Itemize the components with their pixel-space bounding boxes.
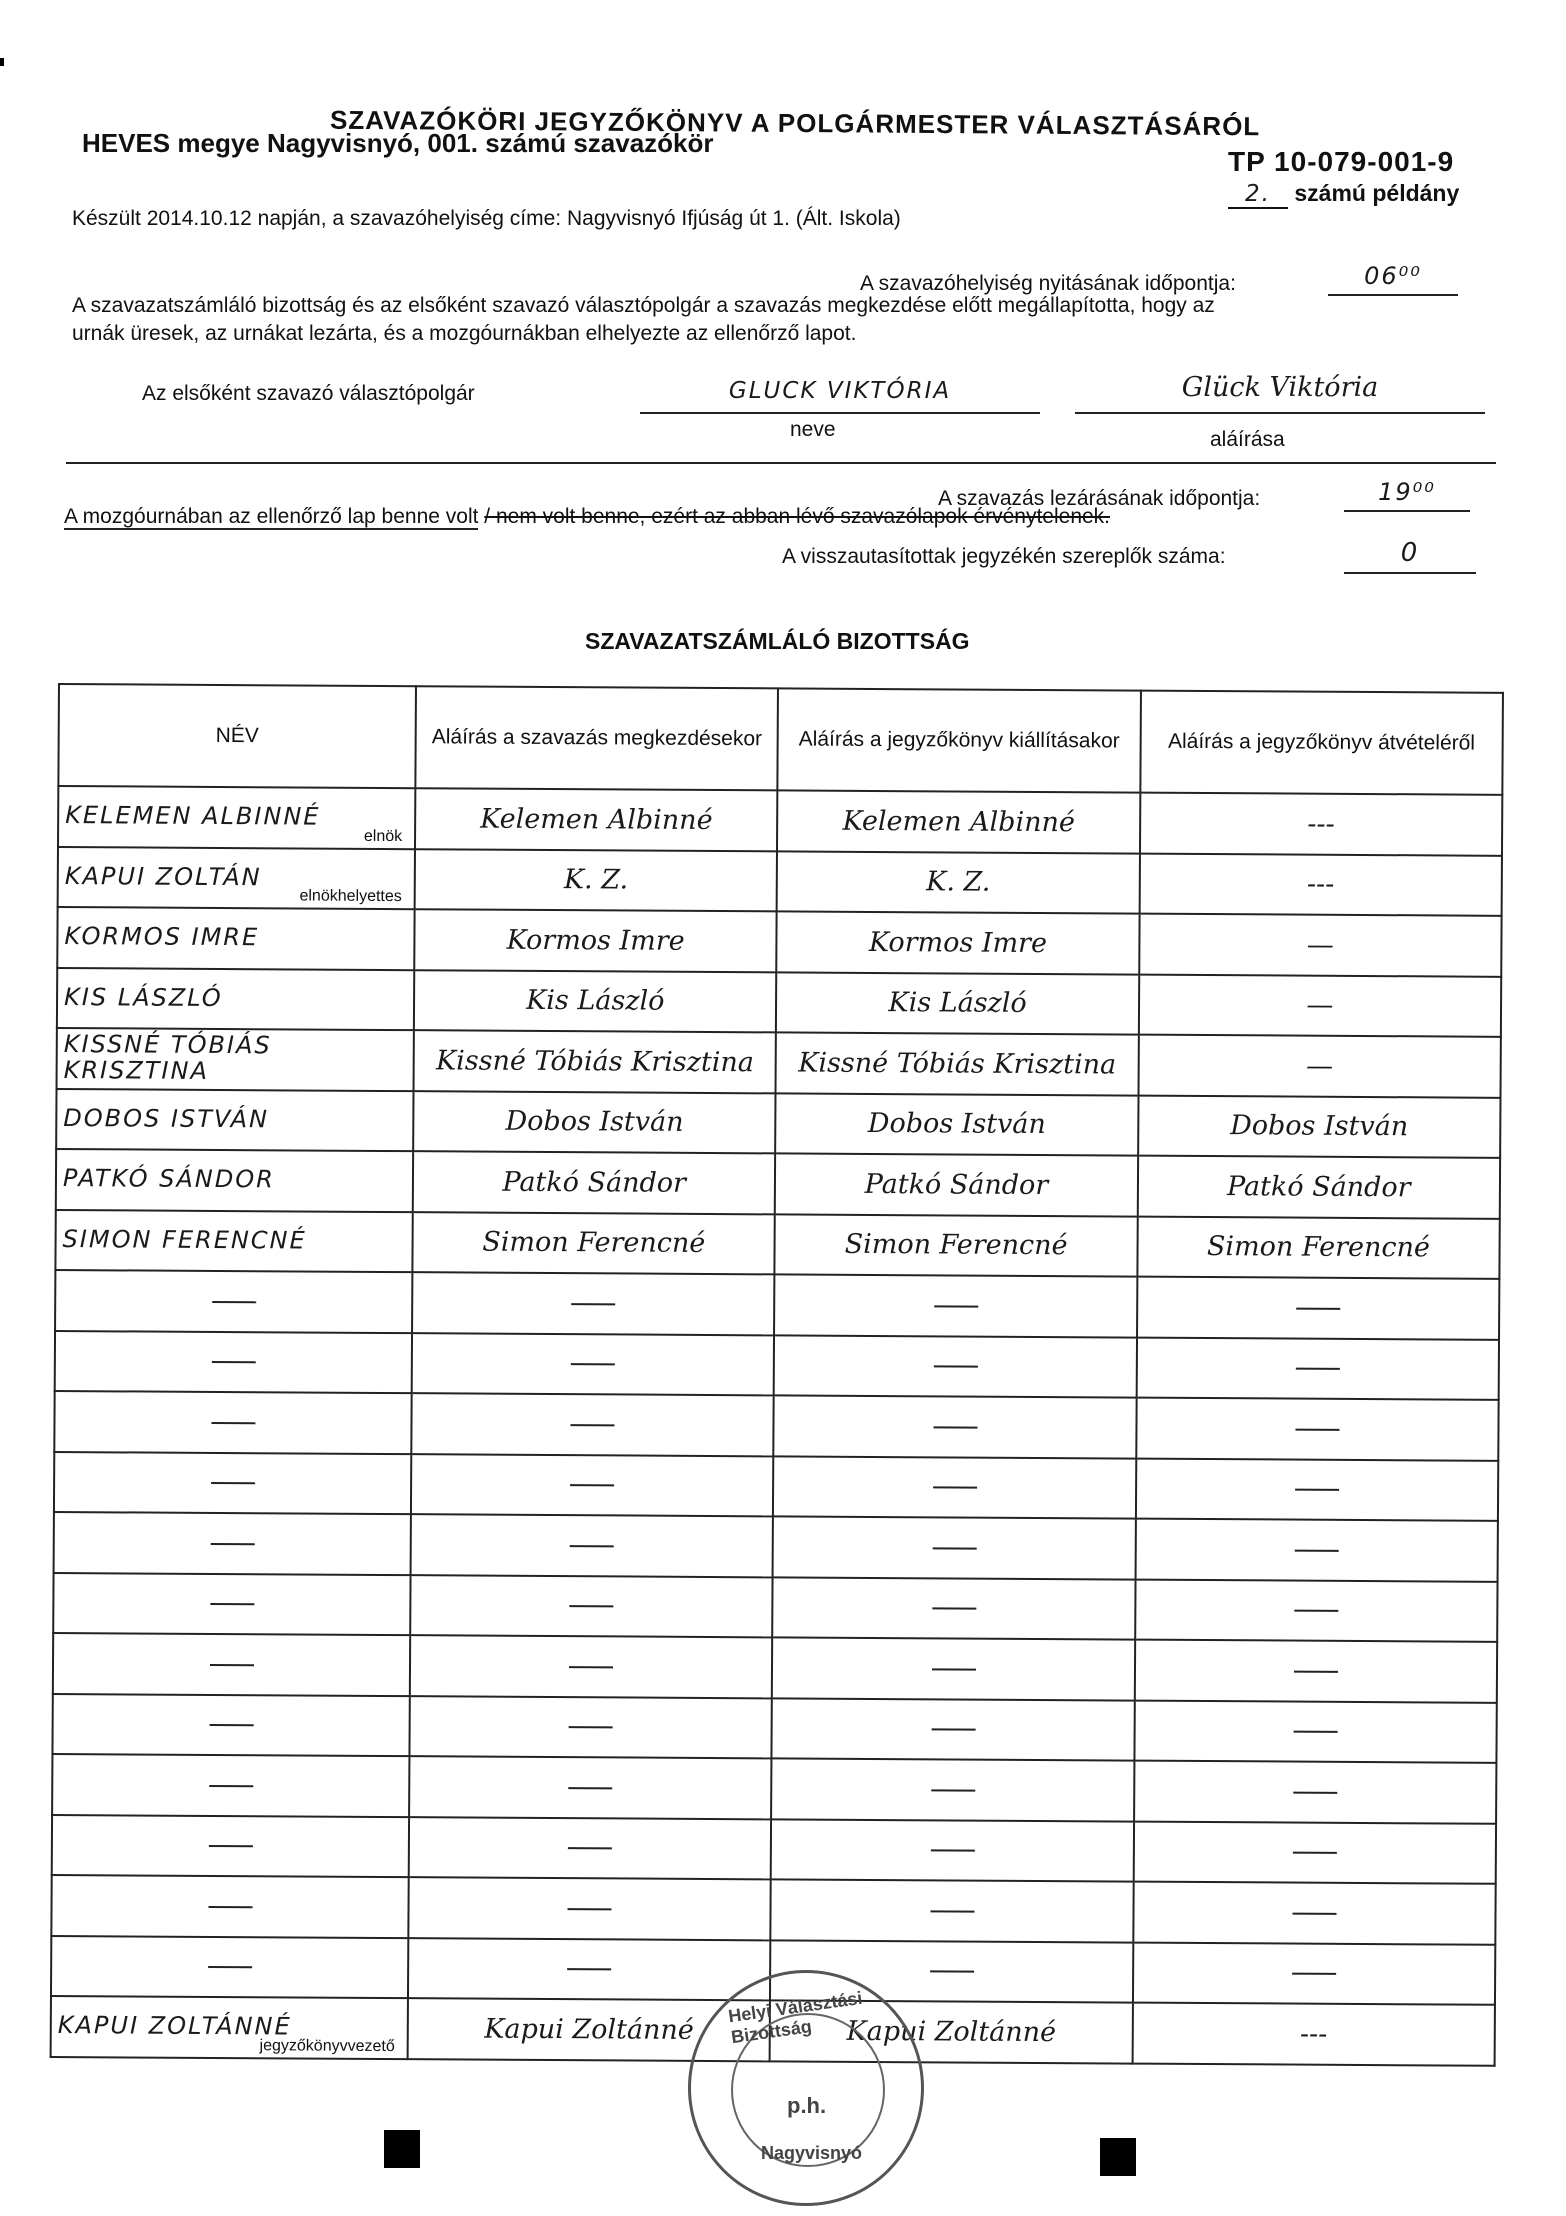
member-name-cell: [51, 1996, 408, 2059]
copy-label: számú példány: [1294, 180, 1460, 206]
empty-row: [51, 1875, 1495, 1944]
empty-cell: [1133, 1821, 1496, 1884]
dash-mark: [934, 1305, 978, 1307]
signature-cell-1: [413, 1212, 776, 1275]
empty-row: [53, 1572, 1497, 1641]
empty-cell: [1135, 1579, 1498, 1642]
empty-cell: [51, 1935, 408, 1998]
dash-mark: [933, 1426, 977, 1428]
empty-cell: [408, 1877, 771, 1940]
dash-mark: [930, 1971, 974, 1973]
signature-cell-3: [1137, 1216, 1500, 1279]
empty-cell: [1136, 1337, 1499, 1400]
copy-number: 2.: [1228, 181, 1288, 209]
signature: Simon Ferencné: [1206, 1231, 1430, 1264]
signature-cell-3: [1139, 974, 1502, 1037]
registration-mark-left: [384, 2130, 420, 2168]
dash-mark: [931, 1789, 975, 1791]
signature-cell-3: [1132, 2003, 1495, 2066]
district-subtitle: HEVES megye Nagyvisnyó, 001. számú szavazókör: [82, 128, 714, 158]
member-role: jegyzőkönyvvezető: [259, 2036, 395, 2055]
empty-cell: [411, 1454, 774, 1517]
empty-cell: [55, 1270, 412, 1333]
member-name-cell: [57, 907, 414, 970]
dash-mark: [1292, 1973, 1336, 1975]
dash-mark: [933, 1487, 977, 1489]
member-name: SIMON FERENCNÉ: [62, 1224, 307, 1255]
signature-cell-3: [1138, 1095, 1501, 1158]
empty-cell: [774, 1274, 1137, 1337]
empty-cell: [410, 1696, 773, 1759]
empty-cell: [771, 1879, 1134, 1942]
member-name: KELEMEN ALBINNÉ: [65, 801, 321, 831]
signature-cell-2: [777, 911, 1140, 974]
member-name-cell: [57, 968, 414, 1031]
document-title: SZAVAZÓKÖRI JEGYZŐKÖNYV A POLGÁRMESTER VÁLASZTÁSÁRÓL: [329, 104, 1261, 142]
empty-cell: [1136, 1458, 1499, 1521]
dash-mark: [210, 1603, 254, 1605]
dash-mark: [1295, 1428, 1339, 1430]
empty-row: [53, 1633, 1497, 1702]
dash-mark: [932, 1547, 976, 1549]
mobile-urn-struck: / nem volt benne, ezért az abban lévő szavazólapok érvénytelenek.: [484, 505, 1111, 528]
signature: Kelemen Albinné: [842, 805, 1075, 838]
dash-mark: [208, 1845, 252, 1847]
signature-cell-2: [775, 1153, 1138, 1216]
dash-mark: [1295, 1549, 1339, 1551]
signature: Kis László: [888, 987, 1027, 1020]
dash-mark: [211, 1361, 255, 1363]
empty-cell: [54, 1512, 411, 1575]
member-row: [56, 1149, 1500, 1218]
signature: Kissné Tóbiás Krisztina: [435, 1045, 754, 1079]
signature: Kormos Imre: [868, 926, 1048, 959]
dash-mark: [212, 1301, 256, 1303]
member-name-cell: [56, 1088, 413, 1151]
member-name: KAPUI ZOLTÁN: [64, 861, 262, 891]
signature: Simon Ferencné: [844, 1229, 1068, 1262]
col-sig-start-header: Aláírás a szavazás megkezdésekor: [415, 686, 778, 790]
signature: Kissné Tóbiás Krisztina: [798, 1047, 1117, 1081]
empty-cell: [54, 1391, 411, 1454]
dash-mark: [1294, 1670, 1338, 1672]
empty-cell: [1137, 1277, 1500, 1340]
dash-mark: [570, 1484, 614, 1486]
member-name-cell: [57, 1028, 414, 1091]
empty-cell: [771, 1758, 1134, 1821]
empty-cell: [1134, 1640, 1497, 1703]
dash-mark: [208, 1966, 252, 1968]
signature-cell-1: [414, 909, 777, 972]
member-row: [57, 968, 1501, 1037]
col-sig-issue-header: Aláírás a jegyzőkönyv kiállításakor: [778, 688, 1141, 792]
empty-row: [54, 1391, 1498, 1460]
empty-row: [52, 1693, 1496, 1762]
dash-mark: [1296, 1368, 1340, 1370]
signature: Dobos István: [505, 1105, 684, 1139]
signature-cell-2: [777, 790, 1140, 853]
signature: Patkó Sándor: [502, 1166, 687, 1199]
closing-time-label: A szavazás lezárásának időpontja:: [938, 487, 1261, 510]
signature: K. Z.: [563, 864, 629, 896]
empty-row: [54, 1512, 1498, 1581]
signature: —: [1306, 929, 1334, 961]
dash-mark: [1295, 1489, 1339, 1491]
dash-mark: [932, 1608, 976, 1610]
official-stamp: [688, 1970, 924, 2206]
signature: Patkó Sándor: [1226, 1170, 1411, 1204]
member-name: KIS LÁSZLÓ: [63, 982, 223, 1012]
signature-cell-2: [775, 1214, 1138, 1277]
committee-header-row: [58, 684, 1503, 795]
member-role: elnök: [363, 827, 403, 845]
mobile-urn-prefix: A mozgóurnában az ellenőrző lap benne volt: [64, 505, 479, 528]
mobile-urn-line: [64, 505, 1110, 529]
member-row: [55, 1209, 1499, 1278]
first-voter-name-caption: neve: [790, 418, 836, 441]
signature-cell-1: [414, 970, 777, 1033]
stamp-ph: p.h.: [787, 2093, 827, 2118]
member-name: KISSNÉ TÓBIÁS KRISZTINA: [63, 1030, 272, 1086]
empty-cell: [774, 1395, 1137, 1458]
dash-mark: [209, 1724, 253, 1726]
signature-cell-2: [776, 1093, 1139, 1156]
tp-code: TP 10-079-001-9: [1228, 146, 1455, 177]
signature-cell-2: [776, 1032, 1139, 1095]
opening-statement-line2: urnák üresek, az urnákat lezárta, és a mozgóurnákban elhelyezte az ellenőrző lapot.: [72, 322, 857, 345]
col-sig-receipt-header: Aláírás a jegyzőkönyv átvételéről: [1140, 691, 1503, 795]
first-voter-signature-caption: aláírása: [1210, 428, 1285, 451]
member-name-cell: [58, 847, 415, 910]
empty-cell: [773, 1577, 1136, 1640]
signature: Kapui Zoltánné: [484, 2013, 694, 2046]
signature-cell-1: [414, 1030, 777, 1093]
member-row: [58, 786, 1502, 855]
empty-cell: [54, 1451, 411, 1514]
member-row: [57, 1028, 1501, 1097]
signature: Kelemen Albinné: [480, 803, 713, 836]
rejected-value: 0: [1344, 538, 1476, 574]
dash-mark: [568, 1908, 612, 1910]
dash-mark: [1293, 1791, 1337, 1793]
signature-cell-1: [413, 1151, 776, 1214]
empty-row: [52, 1754, 1496, 1823]
member-name: PATKÓ SÁNDOR: [62, 1164, 275, 1194]
dash-mark: [1292, 1912, 1336, 1914]
signature: ---: [1306, 868, 1335, 901]
signature-cell-3: [1137, 1156, 1500, 1219]
empty-cell: [411, 1514, 774, 1577]
empty-cell: [53, 1633, 410, 1696]
made-line: Készült 2014.10.12 napján, a szavazóhelyiség címe: Nagyvisnyó Ifjúság út 1. (Ált. Iskola): [72, 207, 901, 230]
signature: —: [1306, 989, 1334, 1022]
col-name-header: NÉV: [58, 684, 416, 788]
empty-cell: [773, 1516, 1136, 1579]
dash-mark: [1293, 1731, 1337, 1733]
empty-cell: [772, 1698, 1135, 1761]
signature: Simon Ferencné: [482, 1226, 706, 1260]
empty-cell: [1133, 1942, 1496, 2005]
empty-row: [54, 1451, 1498, 1520]
dash-mark: [567, 1968, 611, 1970]
dash-mark: [1296, 1307, 1340, 1309]
member-name: KAPUI ZOLTÁNNÉ: [57, 2011, 292, 2041]
dash-mark: [930, 1850, 974, 1852]
dash-mark: [211, 1422, 255, 1424]
member-name-cell: [58, 786, 415, 849]
empty-cell: [1136, 1398, 1499, 1461]
dash-mark: [568, 1787, 612, 1789]
empty-cell: [52, 1693, 409, 1756]
dash-mark: [931, 1729, 975, 1731]
member-name: DOBOS ISTVÁN: [63, 1103, 270, 1134]
dash-mark: [569, 1726, 613, 1728]
dash-mark: [568, 1847, 612, 1849]
dash-mark: [571, 1424, 615, 1426]
empty-cell: [52, 1754, 409, 1817]
empty-cell: [411, 1393, 774, 1456]
dash-mark: [571, 1303, 615, 1305]
empty-cell: [51, 1875, 408, 1938]
dash-mark: [570, 1545, 614, 1547]
rejected-label: A visszautasítottak jegyzékén szereplők száma:: [782, 545, 1226, 568]
signature: —: [1305, 1050, 1334, 1082]
signature-cell-3: [1138, 1035, 1501, 1098]
first-voter-name: GLUCK VIKTÓRIA: [640, 378, 1040, 414]
empty-cell: [1134, 1761, 1497, 1824]
signature: Kapui Zoltánné: [846, 2015, 1057, 2048]
dash-mark: [210, 1543, 254, 1545]
member-role: elnökhelyettes: [299, 887, 402, 906]
opening-statement-line1: A szavazatszámláló bizottság és az elsőként szavazó választópolgár a szavazás megkezdése előtt megállapította, hogy az: [72, 294, 1215, 317]
empty-row: [52, 1814, 1496, 1883]
closing-time-value: 19⁰⁰: [1344, 478, 1470, 512]
member-name-cell: [56, 1149, 413, 1212]
committee-table: [50, 683, 1504, 2066]
signature-cell-3: [1139, 914, 1502, 977]
scan-mark: [0, 58, 4, 66]
divider-line: [66, 462, 1496, 464]
signature: Kis László: [526, 985, 665, 1017]
stamp-text-bottom: Nagyvisnyó: [761, 2143, 863, 2163]
empty-cell: [408, 1938, 771, 2001]
opening-time-label: A szavazóhelyiség nyitásának időpontja:: [860, 272, 1236, 295]
signature-cell-3: [1140, 793, 1503, 856]
empty-cell: [771, 1819, 1134, 1882]
dash-mark: [571, 1363, 615, 1365]
empty-cell: [412, 1333, 775, 1396]
signature-cell-2: [776, 972, 1139, 1035]
opening-time-value: 06⁰⁰: [1328, 262, 1458, 296]
signature: ---: [1307, 808, 1335, 840]
empty-cell: [412, 1272, 775, 1335]
dash-mark: [210, 1664, 254, 1666]
dash-mark: [1294, 1610, 1338, 1612]
empty-cell: [772, 1637, 1135, 1700]
dash-mark: [208, 1906, 252, 1908]
empty-cell: [409, 1756, 772, 1819]
dash-mark: [1293, 1852, 1337, 1854]
dash-mark: [930, 1910, 974, 1912]
first-voter-label: Az elsőként szavazó választópolgár: [142, 382, 475, 405]
dash-mark: [211, 1482, 255, 1484]
dash-mark: [933, 1366, 977, 1368]
signature: K. Z.: [926, 866, 991, 898]
signature: ---: [1299, 2018, 1328, 2050]
empty-cell: [55, 1330, 412, 1393]
registration-mark-right: [1100, 2138, 1136, 2176]
empty-row: [55, 1330, 1499, 1399]
signature: Dobos István: [867, 1108, 1046, 1141]
committee-body: [51, 786, 1503, 2065]
dash-mark: [570, 1605, 614, 1607]
signature: Kormos Imre: [506, 924, 685, 957]
signature-cell-2: [777, 851, 1140, 914]
first-voter-signature: Glück Viktória: [1075, 372, 1485, 414]
signature-cell-3: [1139, 853, 1502, 916]
signature-cell-1: [415, 849, 778, 912]
committee-title: SZAVAZATSZÁMLÁLÓ BIZOTTSÁG: [585, 628, 970, 654]
empty-cell: [410, 1575, 773, 1638]
signature-cell-1: [413, 1091, 776, 1154]
empty-cell: [1133, 1882, 1496, 1945]
member-name: KORMOS IMRE: [64, 922, 260, 952]
empty-cell: [52, 1814, 409, 1877]
empty-cell: [410, 1635, 773, 1698]
member-name-cell: [55, 1209, 412, 1272]
signature: Patkó Sándor: [864, 1168, 1049, 1201]
empty-cell: [409, 1817, 772, 1880]
empty-cell: [774, 1335, 1137, 1398]
member-row: [56, 1088, 1500, 1157]
dash-mark: [209, 1785, 253, 1787]
signature: Dobos István: [1230, 1110, 1409, 1143]
signature-cell-1: [415, 788, 778, 851]
empty-cell: [773, 1456, 1136, 1519]
empty-row: [55, 1270, 1499, 1339]
dash-mark: [569, 1666, 613, 1668]
empty-cell: [1135, 1519, 1498, 1582]
member-row: [57, 907, 1501, 976]
copy-number-line: [1228, 180, 1459, 209]
empty-cell: [1134, 1700, 1497, 1763]
stamp-text-top: Helyi Választási Bizottság: [727, 1987, 864, 2048]
member-row: [58, 847, 1502, 916]
empty-cell: [53, 1572, 410, 1635]
dash-mark: [932, 1668, 976, 1670]
